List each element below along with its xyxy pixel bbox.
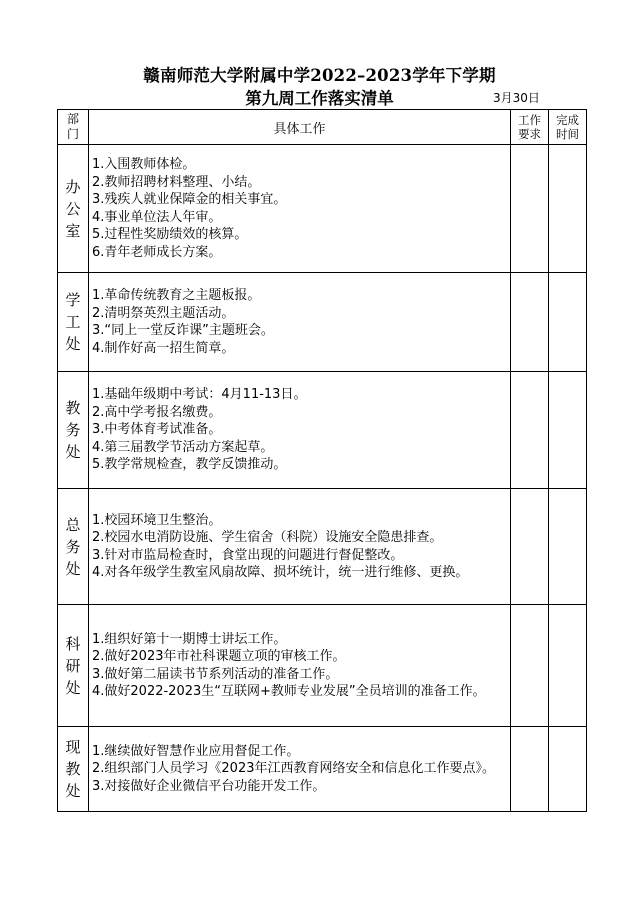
work-item: 4.第三届教学节活动方案起草。	[92, 439, 274, 455]
work-item: 4.制作好高一招生简章。	[92, 340, 235, 356]
department-char: 务	[65, 537, 81, 556]
work-item: 2.做好2023年市社科课题立项的审核工作。	[92, 649, 346, 664]
work-item: 3.针对市监局检查时，食堂出现的问题进行督促整改。	[92, 547, 404, 563]
requirement-cell	[511, 489, 549, 605]
header-requirement-line1: 工作	[518, 113, 541, 127]
department-char: 办	[65, 177, 81, 196]
header-requirement	[511, 110, 549, 145]
department-char: 处	[65, 443, 81, 461]
header-completion	[549, 110, 587, 145]
work-cell	[89, 489, 511, 605]
table-row	[58, 145, 587, 273]
completion-cell	[549, 273, 587, 372]
work-item: 2.组织部门人员学习《2023年江西教育网络安全和信息化工作要点》。	[92, 761, 495, 777]
header-department	[58, 110, 89, 145]
work-cell	[89, 145, 511, 273]
work-item: 6.青年老师成长方案。	[92, 244, 222, 260]
work-item: 3.“同上一堂反诈课”主题班会。	[92, 323, 274, 338]
requirement-cell	[511, 372, 549, 489]
work-item: 3.做好第二届读书节系列活动的准备工作。	[92, 666, 339, 682]
work-item: 1.组织好第十一期博士讲坛工作。	[92, 631, 287, 647]
department-char: 处	[65, 559, 81, 578]
work-item: 2.清明祭英烈主题活动。	[92, 305, 235, 321]
table-row	[58, 727, 587, 812]
department-cell	[58, 489, 89, 605]
completion-cell	[549, 605, 587, 727]
completion-cell	[549, 727, 587, 812]
department-cell	[58, 145, 89, 273]
header-work: 具体工作	[89, 110, 511, 145]
work-item: 4.做好2022-2023生“互联网+教师专业发展”全员培训的准备工作。	[92, 684, 486, 699]
department-char: 处	[65, 335, 81, 353]
header-completion-line2: 时间	[556, 127, 579, 141]
department-char: 教	[65, 760, 81, 778]
work-item: 2.高中学考报名缴费。	[92, 404, 222, 420]
work-item: 1.继续做好智慧作业应用督促工作。	[92, 743, 300, 759]
header-completion-line1: 完成	[556, 113, 579, 127]
header-requirement-line2: 要求	[518, 127, 541, 141]
work-item: 1.入围教师体检。	[92, 157, 196, 172]
document-date: 3月30日	[493, 91, 540, 105]
department-char: 研	[65, 656, 81, 675]
completion-cell	[549, 145, 587, 273]
department-cell	[58, 727, 89, 812]
table-row	[58, 489, 587, 605]
document-subtitle: 第九周工作落实清单	[245, 89, 394, 108]
header-department-line1: 部	[66, 112, 79, 126]
work-table	[57, 109, 587, 812]
department-cell	[58, 372, 89, 489]
requirement-cell	[511, 727, 549, 812]
department-char: 教	[65, 399, 81, 417]
department-char: 室	[65, 221, 81, 240]
department-cell	[58, 605, 89, 727]
work-cell	[89, 372, 511, 489]
work-item: 1.校园环境卫生整治。	[92, 512, 222, 528]
work-item: 5.教学常规检查，教学反馈推动。	[92, 457, 287, 473]
work-item: 3.对接做好企业微信平台功能开发工作。	[92, 778, 326, 794]
work-cell	[89, 727, 511, 812]
work-item: 2.校园水电消防设施、学生宿舍（科院）设施安全隐患排查。	[92, 530, 443, 545]
work-item: 1.革命传统教育之主题板报。	[92, 288, 261, 303]
work-item: 4.事业单位法人年审。	[92, 209, 222, 225]
work-item: 3.中考体育考试准备。	[92, 422, 222, 438]
requirement-cell	[511, 273, 549, 372]
work-item: 5.过程性奖励绩效的核算。	[92, 227, 248, 242]
table-row	[58, 605, 587, 727]
table-header-row	[58, 110, 587, 145]
work-item: 4.对各年级学生教室风扇故障、损坏统计，统一进行维修、更换。	[92, 565, 469, 580]
document-title: 赣南师范大学附属中学2022–2023学年下学期	[143, 66, 496, 85]
department-cell	[58, 273, 89, 372]
table-row	[58, 273, 587, 372]
department-char: 学	[65, 291, 81, 309]
work-cell	[89, 273, 511, 372]
department-char: 工	[65, 313, 81, 331]
department-char: 处	[65, 678, 81, 697]
work-item: 3.残疾人就业保障金的相关事宜。	[92, 192, 287, 207]
work-cell	[89, 605, 511, 727]
work-item: 2.教师招聘材料整理、小结。	[92, 174, 261, 190]
department-char: 总	[65, 515, 81, 534]
completion-cell	[549, 372, 587, 489]
department-char: 现	[65, 738, 81, 756]
requirement-cell	[511, 605, 549, 727]
table-row	[58, 372, 587, 489]
department-char: 科	[65, 634, 81, 653]
department-char: 处	[65, 782, 81, 800]
department-char: 公	[65, 199, 81, 218]
department-char: 务	[65, 421, 81, 439]
work-item: 1.基础年级期中考试：4月11-13日。	[92, 387, 307, 403]
header-department-line2: 门	[66, 127, 79, 141]
requirement-cell	[511, 145, 549, 273]
completion-cell	[549, 489, 587, 605]
